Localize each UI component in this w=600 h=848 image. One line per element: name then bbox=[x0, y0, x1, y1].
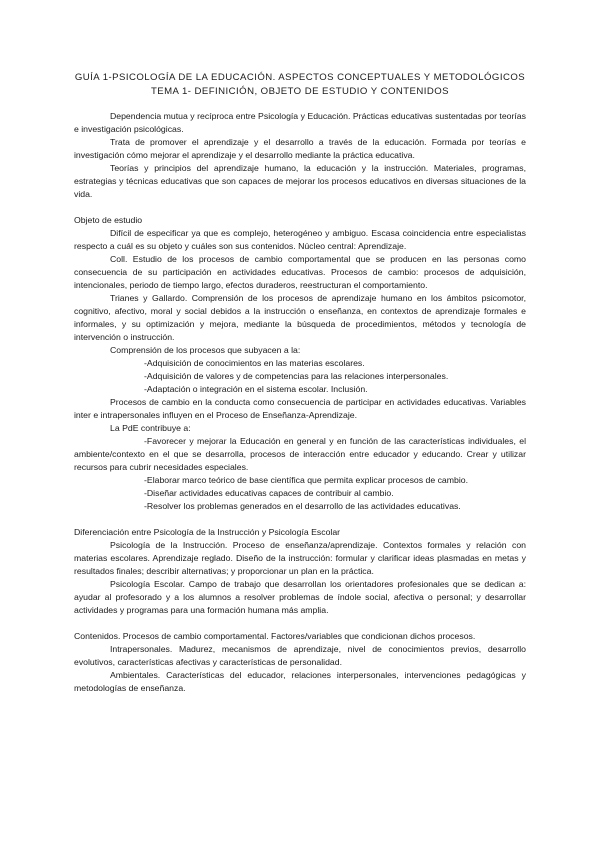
section-heading-objeto: Objeto de estudio bbox=[74, 215, 143, 225]
document-subtitle: TEMA 1- DEFINICIÓN, OBJETO DE ESTUDIO Y CONTENIDOS bbox=[150, 86, 450, 97]
list-item: -Elaborar marco teórico de base científica que permita explicar procesos de cambio. bbox=[144, 475, 469, 485]
objeto-paragraph-contribuye: La PdE contribuye a: bbox=[110, 423, 191, 433]
intro-paragraph-1: Dependencia mutua y recíproca entre Psicología y Educación. Prácticas educativas sustentadas por teorías e investigación psicológicas. bbox=[74, 111, 526, 134]
list-item: -Adquisición de conocimientos en las materias escolares. bbox=[144, 358, 365, 368]
objeto-paragraph-1: Difícil de especificar ya que es complejo, heterogéneo y ambiguo. Escasa coincidencia entre especialistas respecto a cuál es su objeto y cuáles son sus contenidos. Núcleo central: Aprendizaje. bbox=[74, 228, 526, 251]
diferenciacion-paragraph-escolar: Psicología Escolar. Campo de trabajo que desarrollan los orientadores profesionales que se dedican a: ayudar al profesorado y a los alumnos a resolver problemas de índole social, afectiva o personal; y desarrollar actividades y programas para una formación humana más amplia. bbox=[74, 579, 526, 615]
section-heading-contenidos: Contenidos. Procesos de cambio comportamental. Factores/variables que condicionan dichos procesos. bbox=[74, 631, 476, 641]
intro-paragraph-3: Teorías y principios del aprendizaje humano, la educación y la instrucción. Materiales, programas, estrategias y técnicas educativas que son capaces de mejorar los procesos educativos en diversas situaciones de la vida. bbox=[74, 163, 526, 199]
list-item: -Resolver los problemas generados en el desarrollo de las actividades educativas. bbox=[144, 501, 461, 511]
contenidos-paragraph-intrapersonales: Intrapersonales. Madurez, mecanismos de aprendizaje, nivel de conocimientos previos, desarrollo evolutivos, características afectivas y características de personalidad. bbox=[74, 644, 526, 667]
objeto-paragraph-comprension: Comprensión de los procesos que subyacen a la: bbox=[110, 345, 301, 355]
objeto-paragraph-procesos: Procesos de cambio en la conducta como consecuencia de participar en actividades educativas. Variables inter e intrapersonales influyen en el Proceso de Enseñanza-Aprendizaje. bbox=[74, 397, 526, 420]
document-title: GUÍA 1-PSICOLOGÍA DE LA EDUCACIÓN. ASPECTOS CONCEPTUALES Y METODOLÓGICOS bbox=[74, 72, 526, 83]
objeto-paragraph-trianes: Trianes y Gallardo. Comprensión de los procesos de aprendizaje humano en los ámbitos psicomotor, cognitivo, afectivo, moral y social debidos a la instrucción o enseñanza, en contextos de aprendizaje formales e informales, y su optimización y mejora, mediante la búsqueda de procedimientos, métodos y tecnología de intervención o instrucción. bbox=[74, 293, 526, 342]
document-body bbox=[74, 110, 526, 695]
objeto-paragraph-coll: Coll. Estudio de los procesos de cambio comportamental que se producen en las personas como consecuencia de su participación en actividades educativas. Procesos de cambio: procesos de adquisición, intencionales, periodo de tiempo largo, efectos duraderos, reestructuran el comportamiento. bbox=[74, 254, 526, 290]
section-heading-diferenciacion: Diferenciación entre Psicología de la Instrucción y Psicología Escolar bbox=[74, 527, 341, 537]
diferenciacion-paragraph-instruccion: Psicología de la Instrucción. Proceso de enseñanza/aprendizaje. Contextos formales y relación con materias escolares. Aprendizaje reglado. Diseño de la instrucción: formular y clarificar ideas plasmadas en metas y resultados finales; describir alternativas; y proporcionar un plan en la práctica. bbox=[74, 540, 526, 576]
list-item: -Adaptación o integración en el sistema escolar. Inclusión. bbox=[144, 384, 368, 394]
list-item: -Diseñar actividades educativas capaces de contribuir al cambio. bbox=[144, 488, 394, 498]
contribution-item: -Favorecer y mejorar la Educación en general y en función de las características individuales, el ambiente/contexto en el que se desarrolla, procesos de interacción entre educador y educando. Crear y utilizar recursos para cubrir necesidades especiales. bbox=[74, 436, 526, 472]
intro-paragraph-2: Trata de promover el aprendizaje y el desarrollo a través de la educación. Formada por teorías e investigación cómo mejorar el aprendizaje y el desarrollo mediante la práctica educativa. bbox=[74, 137, 526, 160]
list-item: -Adquisición de valores y de competencias para las relaciones interpersonales. bbox=[144, 371, 449, 381]
contenidos-paragraph-ambientales: Ambientales. Características del educador, relaciones interpersonales, intervenciones pedagógicas y metodologías de enseñanza. bbox=[74, 670, 526, 693]
